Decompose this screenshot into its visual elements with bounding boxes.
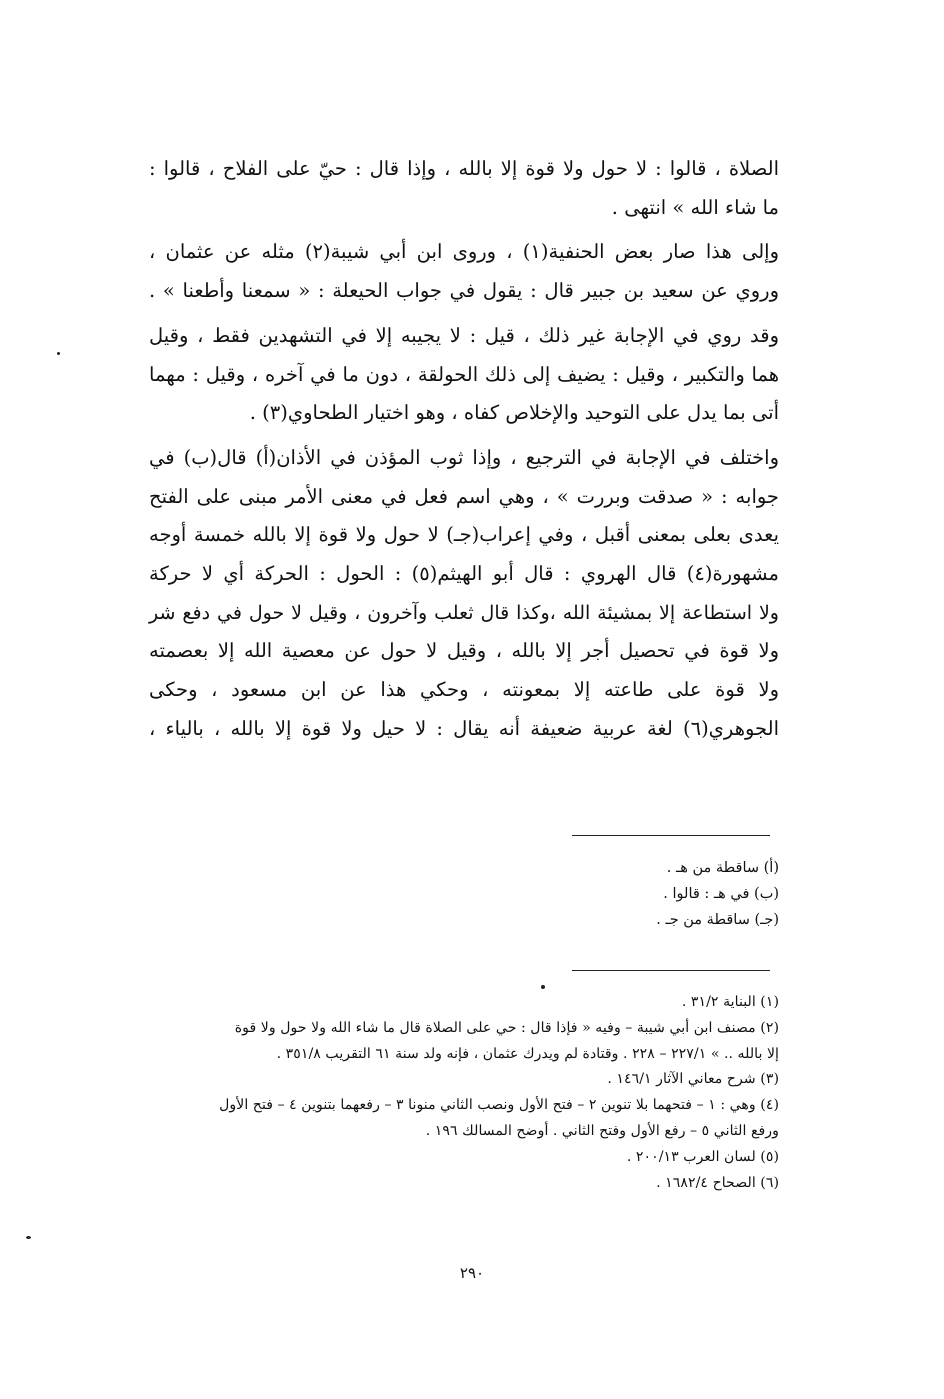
body-line: ما شاء الله » انتهى . bbox=[611, 195, 779, 219]
letter-footnote: (ب) في هـ : قالوا . bbox=[663, 885, 779, 902]
body-line: وقد روي في الإجابة غير ذلك ، قيل : لا يجيبه إلا في التشهدين فقط ، وقيل bbox=[149, 323, 779, 347]
body-line: هما والتكبير ، وقيل : يضيف إلى ذلك الحولقة ، دون ما في آخره ، وقيل : مهما bbox=[149, 362, 779, 386]
body-line: أتى بما يدل على التوحيد والإخلاص كفاه ، وهو اختيار الطحاوي(٣) . bbox=[249, 401, 779, 425]
body-line: الصلاة ، قالوا : لا حول ولا قوة إلا بالله ، وإذا قال : حيّ على الفلاح ، قالوا : bbox=[149, 157, 779, 180]
scan-speck bbox=[541, 985, 545, 989]
footnote-separator-letters bbox=[572, 835, 770, 836]
footnote-separator-numbers bbox=[572, 970, 770, 971]
body-line: ولا قوة على طاعته إلا بمعونته ، وحكي هذا عن ابن مسعود ، وحكى bbox=[149, 678, 779, 702]
numbered-footnote: إلا بالله .. » ٢٢٧/١ – ٢٢٨ . وقتادة لم ويدرك عثمان ، فإنه ولد سنة ٦١ التقريب ٣٥١/٨ . bbox=[276, 1045, 779, 1062]
body-line: واختلف في الإجابة في الترجيع ، وإذا ثوب المؤذن في الأذان(أ) قال(ب) في bbox=[149, 445, 779, 469]
scan-speck bbox=[26, 1236, 31, 1239]
numbered-footnote: (١) البناية ٣١/٢ . bbox=[681, 994, 779, 1010]
body-line: الجوهري(٦) لغة عربية ضعيفة أنه يقال : لا حيل ولا قوة إلا بالله ، بالياء ، bbox=[149, 716, 779, 740]
numbered-footnote: ورفع الثاني ٥ – رفع الأول وفتح الثاني . أوضح المسالك ١٩٦ . bbox=[425, 1122, 779, 1139]
body-line: وإلى هذا صار بعض الحنفية(١) ، وروى ابن أبي شيبة(٢) مثله عن عثمان ، bbox=[149, 240, 779, 264]
main-body-text bbox=[149, 150, 779, 749]
body-line: يعدى بعلى بمعنى أقبل ، وفي إعراب(جـ) لا حول ولا قوة إلا بالله خمسة أوجه bbox=[149, 523, 779, 547]
numbered-footnote: (٢) مصنف ابن أبي شيبة – وفيه « فإذا قال : حي على الصلاة قال ما شاء الله ولا حول ولا قوة bbox=[234, 1019, 779, 1036]
numbered-footnote: (٣) شرح معاني الآثار ١٤٦/١ . bbox=[607, 1071, 779, 1088]
scan-speck bbox=[57, 352, 60, 355]
page-number: ٢٩٠ bbox=[459, 1264, 485, 1282]
letter-footnotes bbox=[139, 856, 779, 933]
numbered-footnote: (٦) الصحاح ١٦٨٢/٤ . bbox=[656, 1174, 779, 1191]
body-line: ولا استطاعة إلا بمشيئة الله ،وكذا قال ثعلب وآخرون ، وقيل لا حول في دفع شر bbox=[149, 601, 779, 624]
letter-footnote: (جـ) ساقطة من جـ . bbox=[656, 911, 779, 928]
numbered-footnote: (٤) وهي : ١ – فتحهما بلا تنوين ٢ – فتح الأول ونصب الثاني منونا ٣ – رفعهما بتنوين ٤ – فتح الأول bbox=[219, 1097, 779, 1114]
body-line: ولا قوة في تحصيل أجر إلا بالله ، وقيل لا حول عن معصية الله إلا بعصمته bbox=[149, 639, 779, 663]
letter-footnote: (أ) ساقطة من هـ . bbox=[666, 860, 779, 876]
body-line: جوابه : « صدقت وبررت » ، وهي اسم فعل في معنى الأمر مبنى على الفتح bbox=[149, 484, 779, 508]
numbered-footnotes bbox=[139, 990, 779, 1196]
numbered-footnote: (٥) لسان العرب ٢٠٠/١٣ . bbox=[626, 1148, 779, 1165]
body-line: مشهورة(٤) قال الهروي : قال أبو الهيثم(٥) : الحول : الحركة أي لا حركة bbox=[149, 562, 780, 586]
body-line: وروي عن سعيد بن جبير قال : يقول في جواب الحيعلة : « سمعنا وأطعنا » . bbox=[149, 279, 779, 303]
